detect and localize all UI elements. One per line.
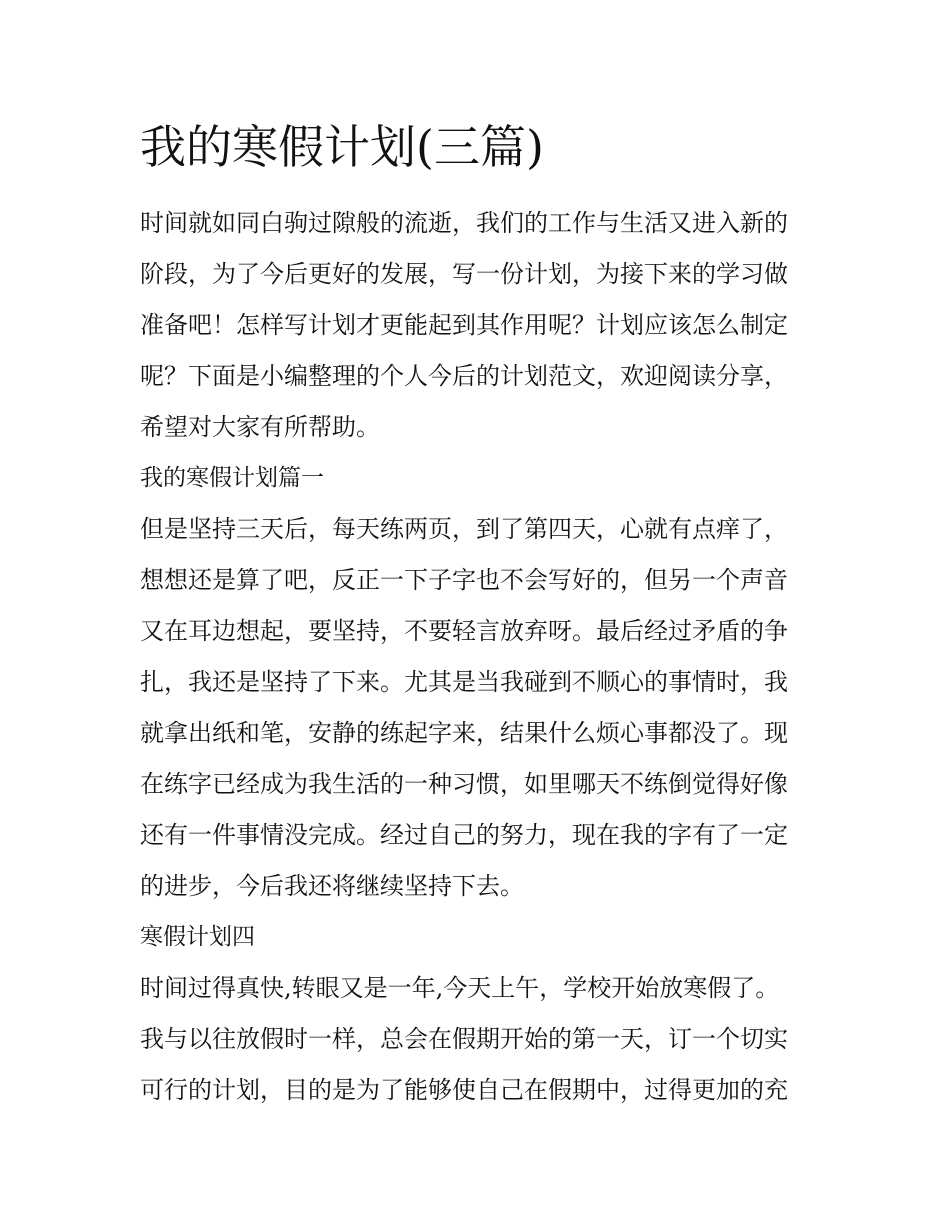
section-1-line: 的进步，今后我还将继续坚持下去。 <box>140 872 524 900</box>
section-1-line: 还有一件事情没完成。经过自己的努力，现在我的字有了一定 <box>140 821 788 849</box>
section-2-line: 我与以往放假时一样，总会在假期开始的第一天，订一个切实 <box>140 1025 788 1053</box>
section-1-heading-block <box>140 453 820 504</box>
section-2-heading-block <box>140 912 820 963</box>
section-1-line: 在练字已经成为我生活的一种习惯，如里哪天不练倒觉得好像 <box>140 770 788 798</box>
document-content <box>140 118 820 1116</box>
section-2-line: 时间过得真快,转眼又是一年,今天上午，学校开始放寒假了。 <box>140 974 780 1002</box>
section-1-line: 又在耳边想起，要坚持，不要轻言放弃呀。最后经过矛盾的争 <box>140 617 788 645</box>
section-1-line: 想想还是算了吧，反正一下子字也不会写好的，但另一个声音 <box>140 566 788 594</box>
section-1-line: 但是坚持三天后，每天练两页，到了第四天，心就有点痒了， <box>140 515 788 543</box>
section-2-heading: 寒假计划四 <box>140 924 255 950</box>
intro-line: 时间就如同白驹过隙般的流逝，我们的工作与生活又进入新的 <box>140 209 788 237</box>
section-1-line: 就拿出纸和笔，安静的练起字来，结果什么烦心事都没了。现 <box>140 719 788 747</box>
intro-line: 希望对大家有所帮助。 <box>140 413 380 441</box>
section-2-paragraph <box>140 963 820 1116</box>
intro-paragraph <box>140 198 820 453</box>
document-title: 我的寒假计划(三篇) <box>140 120 544 174</box>
intro-line: 呢？下面是小编整理的个人今后的计划范文，欢迎阅读分享， <box>140 362 788 390</box>
section-1-paragraph <box>140 504 820 912</box>
section-1-heading: 我的寒假计划篇一 <box>140 465 324 491</box>
intro-line: 阶段，为了今后更好的发展，写一份计划，为接下来的学习做 <box>140 260 788 288</box>
section-1-line: 扎，我还是坚持了下来。尤其是当我碰到不顺心的事情时，我 <box>140 668 788 696</box>
intro-line: 准备吧！怎样写计划才更能起到其作用呢？计划应该怎么制定 <box>140 311 788 339</box>
section-2-line: 可行的计划，目的是为了能够使自己在假期中，过得更加的充 <box>140 1076 788 1104</box>
